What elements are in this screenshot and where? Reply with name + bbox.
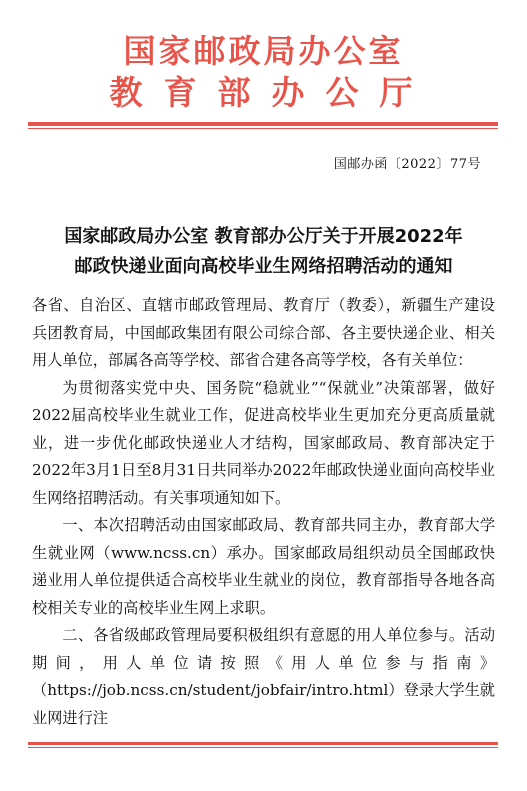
document-title-line-1: 国家邮政局办公室 教育部办公厅关于开展2022年	[64, 226, 463, 247]
letterhead-red-rule-thin	[28, 128, 498, 129]
footer-red-rule-thin	[28, 747, 498, 748]
salutation: 各省、自治区、直辖市邮政管理局、教育厅（教委），新疆生产建设兵团教育局，中国邮政集团有限公司综合部、各主要快递企业、相关用人单位，部属各高等学校、部省合建各高等学校，各有关单位：	[32, 296, 495, 369]
footer-red-rule	[28, 742, 498, 745]
letterhead-issuer-2: 教育部办公厅	[109, 73, 434, 112]
document-number: 国邮办函〔2022〕77号	[333, 157, 481, 172]
body-paragraph: 二、各省级邮政管理局要积极组织有意愿的用人单位参与。活动期间，用人单位请按照《用人单位参与指南》（https://job.ncss.cn/student/jobfair/intro.html）登录大学生就业网进行注	[32, 626, 495, 727]
letterhead	[0, 30, 527, 114]
body-paragraph: 为贯彻落实党中央、国务院“稳就业”“保就业”决策部署，做好2022届高校毕业生就业工作，促进高校毕业生更加充分更高质量就业，进一步优化邮政快递业人才结构，国家邮政局、教育部决定于2022年3月1日至8月31日共同举办2022年邮政快递业面向高校毕业生网络招聘活动。有关事项通知如下。	[32, 378, 495, 507]
letterhead-issuer-1: 国家邮政局办公室	[123, 32, 404, 70]
body-paragraph: 一、本次招聘活动由国家邮政局、教育部共同主办，教育部大学生就业网（www.ncss.cn）承办。国家邮政局组织动员全国邮政快递业用人单位提供适合高校毕业生就业的岗位，教育部指导各地各高校相关专业的高校毕业生网上求职。	[32, 516, 495, 617]
document-title	[0, 222, 527, 282]
document-body	[32, 292, 495, 732]
document-title-line-2: 邮政快递业面向高校毕业生网络招聘活动的通知	[74, 256, 453, 277]
letterhead-red-rule	[28, 122, 498, 126]
